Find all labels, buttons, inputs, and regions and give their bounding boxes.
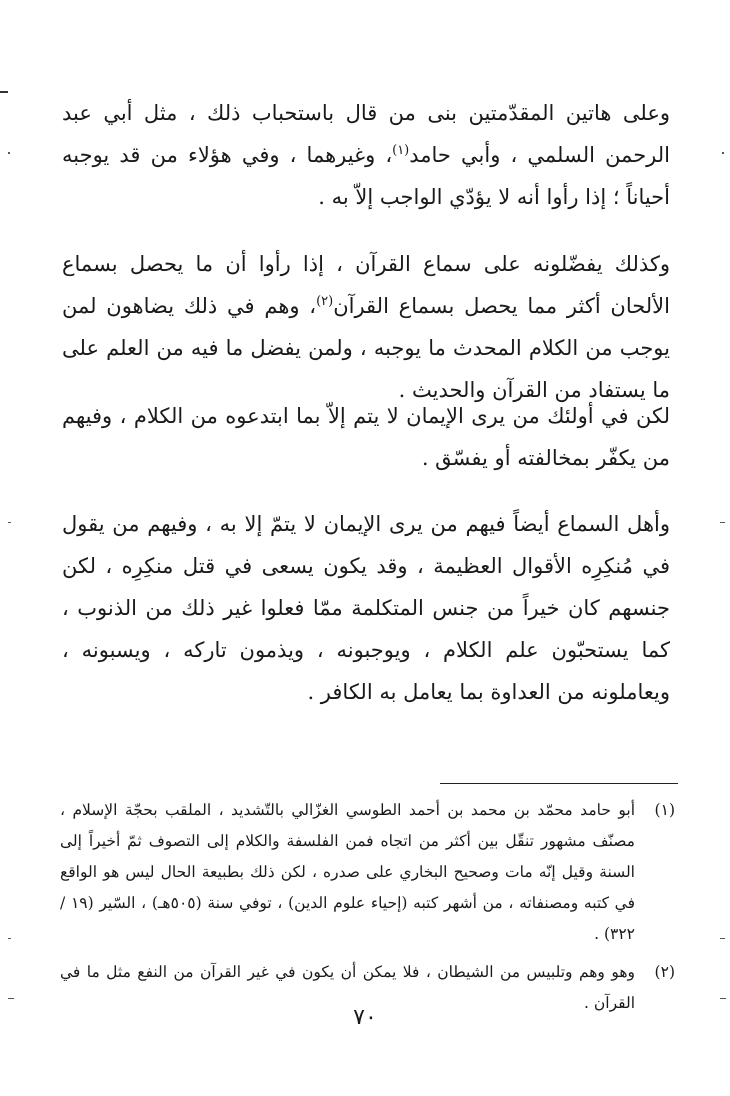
- footnote-ref-1[interactable]: (١): [392, 143, 410, 158]
- scan-margin-mark: [8, 152, 10, 154]
- paragraph-1-text-start: وعلى هاتين المقدّمتين بنى من قال باستحباب ذلك ، مثل أبي عبد الرحمن السلمي ، وأبي حامد: [62, 101, 670, 167]
- paragraph-4: وأهل السماع أيضاً فيهم من يرى الإيمان لا يتمّ إلا به ، وفيهم من يقول في مُنكِرِه الأقوال العظيمة ، وقد يكون يسعى في قتل منكِرِه ، لكن جنسهم كان خيراً من جنس المتكلمة ممّا فعلوا غير ذلك من الذنوب ، كما يستحبّون علم الكلام ، ويوجبونه ، ويذمون تاركه ، ويسبونه ، ويعاملونه من العداوة بما يعامل به الكافر .: [62, 512, 670, 704]
- footnote-separator: [440, 783, 678, 784]
- footnote-2-text: وهو وهم وتلبيس من الشيطان ، فلا يمكن أن يكون في غير القرآن من النفع مثل ما في القرآن .: [60, 963, 635, 1012]
- scan-margin-mark: [720, 998, 726, 999]
- paragraph-1: [62, 92, 670, 218]
- footnote-1-text: أبو حامد محمّد بن محمد بن أحمد الطوسي الغزّالي بالتّشديد ، الملقب بحجّة الإسلام ، مصنّف مشهور تنقّل بين أكثر من اتجاه فمن الفلسفة والكلام إلى التصوف ثمّ أخيراً إلى السنة وقيل إنّه مات وصحيح البخاري على صدره ، لكن ذلك بطبيعة الحال ليس هو الواقع في كتبه ومصنفاته ، من أشهر كتبه (إحياء علوم الدين) ، توفي سنة (٥٠٥هـ) ، السّير (١٩ / ٣٢٢) .: [60, 801, 636, 943]
- footnote-ref-2[interactable]: (٢): [316, 294, 334, 309]
- footnote-1: [60, 795, 675, 950]
- paragraph-1-text-end: ، وغيرهما ، وفي هؤلاء من قد يوجبه أحياناً ؛ إذا رأوا أنه لا يؤدّي الواجب إلاّ به .: [62, 143, 670, 209]
- paragraph-2: [62, 243, 670, 411]
- paragraph-3: لكن في أولئك من يرى الإيمان لا يتم إلاّ بما ابتدعوه من الكلام ، وفيهم من يكفّر بمخالفته أو يفسّق .: [62, 404, 670, 470]
- paragraph-2-text-end: ، وهم في ذلك يضاهون لمن يوجب من الكلام المحدث ما يوجبه ، ولمن يفضل ما فيه من العلم على ما يستفاد من القرآن والحديث .: [62, 294, 670, 402]
- footnote-2-number: (٢): [654, 963, 675, 981]
- scan-margin-mark: [722, 152, 724, 154]
- page-number: ٧٠: [353, 1005, 377, 1030]
- scan-margin-mark: [8, 522, 11, 523]
- paragraph-2-text-start: وكذلك يفضّلونه على سماع القرآن ، إذا رأوا أن ما يحصل بسماع الألحان أكثر مما يحصل بسماع القرآن: [62, 252, 670, 318]
- scan-margin-mark: [0, 91, 8, 93]
- scan-margin-mark: [720, 938, 725, 939]
- scan-margin-mark: [8, 998, 14, 999]
- scan-margin-mark: [8, 938, 11, 939]
- footnote-1-number: (١): [654, 801, 675, 819]
- scan-margin-mark: [720, 522, 725, 523]
